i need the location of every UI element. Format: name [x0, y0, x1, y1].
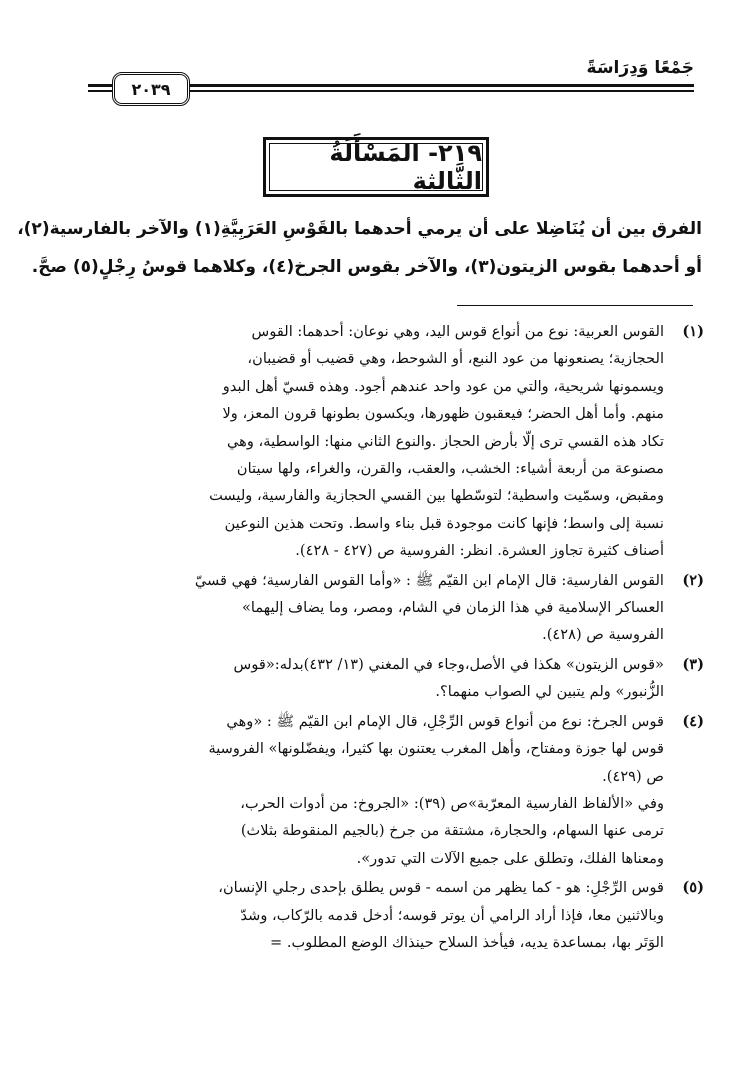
- footnote-number: (٣): [682, 655, 704, 673]
- footnote-line: الزُّنبور» ولم يتبين لي الصواب منهما؟.: [435, 683, 664, 701]
- footnote-text: [38, 567, 664, 649]
- page-number: ٢٠٣٩: [112, 72, 190, 106]
- issue-title-frame: [263, 137, 489, 197]
- footnote-line: ومقبض، وسمّيت واسطية؛ لتوسّطها بين القسي الحجازية والفارسية، وليست: [209, 487, 664, 505]
- footnote-line: ص (٤٢٩).: [602, 767, 664, 785]
- footnote-line: تكاد هذه القسي ترى إلّا بأرض الحجاز .والنوع الثاني منها: الواسطية، وهي: [227, 432, 664, 450]
- footnote-line: ترمى عنها السهام، والحجارة، مشتقة من جرخ (بالجيم المنقوطة بثلاث): [240, 822, 664, 840]
- footnote-line: مصنوعة من أربعة أشياء: الخشب، والعقب، والقرن، والغراء، ولها سيتان: [236, 460, 664, 478]
- footnote-line: الوَتَر بها، بمساعدة يديه، فيأخذ السلاح حينذاك الوضع المطلوب. =: [270, 933, 664, 951]
- footnote-line: قوس الجرخ: نوع من أنواع قوس الرِّجْلِ، قال الإمام ابن القيّم ﷺ : «وهي: [226, 712, 664, 730]
- footnote-text: [38, 708, 664, 872]
- statement-line: أو أحدهما بقوس الزيتون(٣)، والآخر بقوس الجرخ(٤)، وكلاهما قوسُ رِجْلٍ(٥) صحَّ.: [31, 257, 702, 277]
- footnote-4: [38, 708, 704, 872]
- footnote-line: وبالاثنين معا، فإذا أراد الرامي أن يوتر قوسه؛ أدخل قدمه بالرّكاب، وشدّ: [240, 906, 664, 924]
- issue-statement: [17, 210, 702, 286]
- footnote-1: [38, 318, 704, 565]
- footnote-line: وفي «الألفاظ الفارسية المعرّبة»ص (٣٩): «الجروخ: من أدوات الحرب،: [240, 794, 664, 812]
- running-header: [88, 58, 694, 106]
- footnote-line: منهم. وأما أهل الحضر؛ فيعقبون ظهورها، ويكسون بطونها قرون المعز، ولا: [222, 405, 664, 423]
- running-title: جَمْعًا وَدِرَاسَةً: [577, 58, 694, 78]
- footnote-text: [38, 651, 664, 706]
- footnote-line: «قوس الزيتون» هكذا في الأصل،وجاء في المغني (١٣/ ٤٣٢)بدله:«قوس: [233, 655, 664, 673]
- footnote-3: [38, 651, 704, 706]
- footnote-line: نسبة إلى واسط؛ فإنها كانت موجودة قبل بناء واسط. وتحت هذين النوعين: [224, 514, 664, 532]
- footnote-line: ومعناها الفلك، وتطلق على جميع الآلات التي تدور».: [356, 849, 664, 867]
- footnote-line: الفروسية ص (٤٢٨).: [542, 626, 664, 644]
- statement-line: الفرق بين أن يُنَاضِلا على أن يرمي أحدهما بالقَوْسِ العَرَبِيَّةِ(١) والآخر بالفارسية(٢)،: [17, 219, 702, 239]
- footnote-line: قوس الرِّجْلِ: هو - كما يظهر من اسمه - قوس يطلق بإحدى رجلي الإنسان،: [218, 879, 664, 897]
- footnote-line: أصناف كثيرة تجاوز العشرة. انظر: الفروسية ص (٤٢٧ - ٤٢٨).: [295, 542, 664, 560]
- footnote-text: [38, 318, 664, 565]
- footnote-number: (٥): [682, 879, 704, 897]
- footnote-separator: [457, 305, 693, 306]
- issue-title: ٢١٩- المَسْأَلَةُ الثَّالثة: [269, 143, 483, 191]
- footnote-text: [38, 874, 664, 956]
- footnote-number: (٢): [682, 571, 704, 589]
- footnote-line: القوس الفارسية: قال الإمام ابن القيّم ﷺ : «وأما القوس الفارسية؛ فهي قسيّ: [194, 571, 664, 589]
- footnote-line: ويسمونها شريحية، والتي من عود واحد عندهم أجود. وهذه قسيّ أهل البدو: [222, 377, 664, 395]
- footnote-line: قوس لها جوزة ومفتاح، وأهل المغرب يعتنون بها كثيرا، ويفضّلونها» الفروسية: [208, 740, 664, 758]
- footnote-line: الحجازية؛ يصنعونها من عود النبع، أو الشوحط، وهي قضيب أو قضيبان،: [247, 350, 664, 368]
- footnote-number: (٤): [682, 712, 704, 730]
- footnote-line: العساكر الإسلامية في هذا الزمان في الشام، ومصر، وما يضاف إليهما»: [241, 599, 664, 617]
- footnote-2: [38, 567, 704, 649]
- footnote-line: القوس العربية: نوع من أنواع قوس اليد، وهي نوعان: أحدهما: القوس: [251, 323, 664, 340]
- footnote-5: [38, 874, 704, 956]
- footnotes: [38, 318, 704, 958]
- footnote-number: (١): [682, 323, 704, 340]
